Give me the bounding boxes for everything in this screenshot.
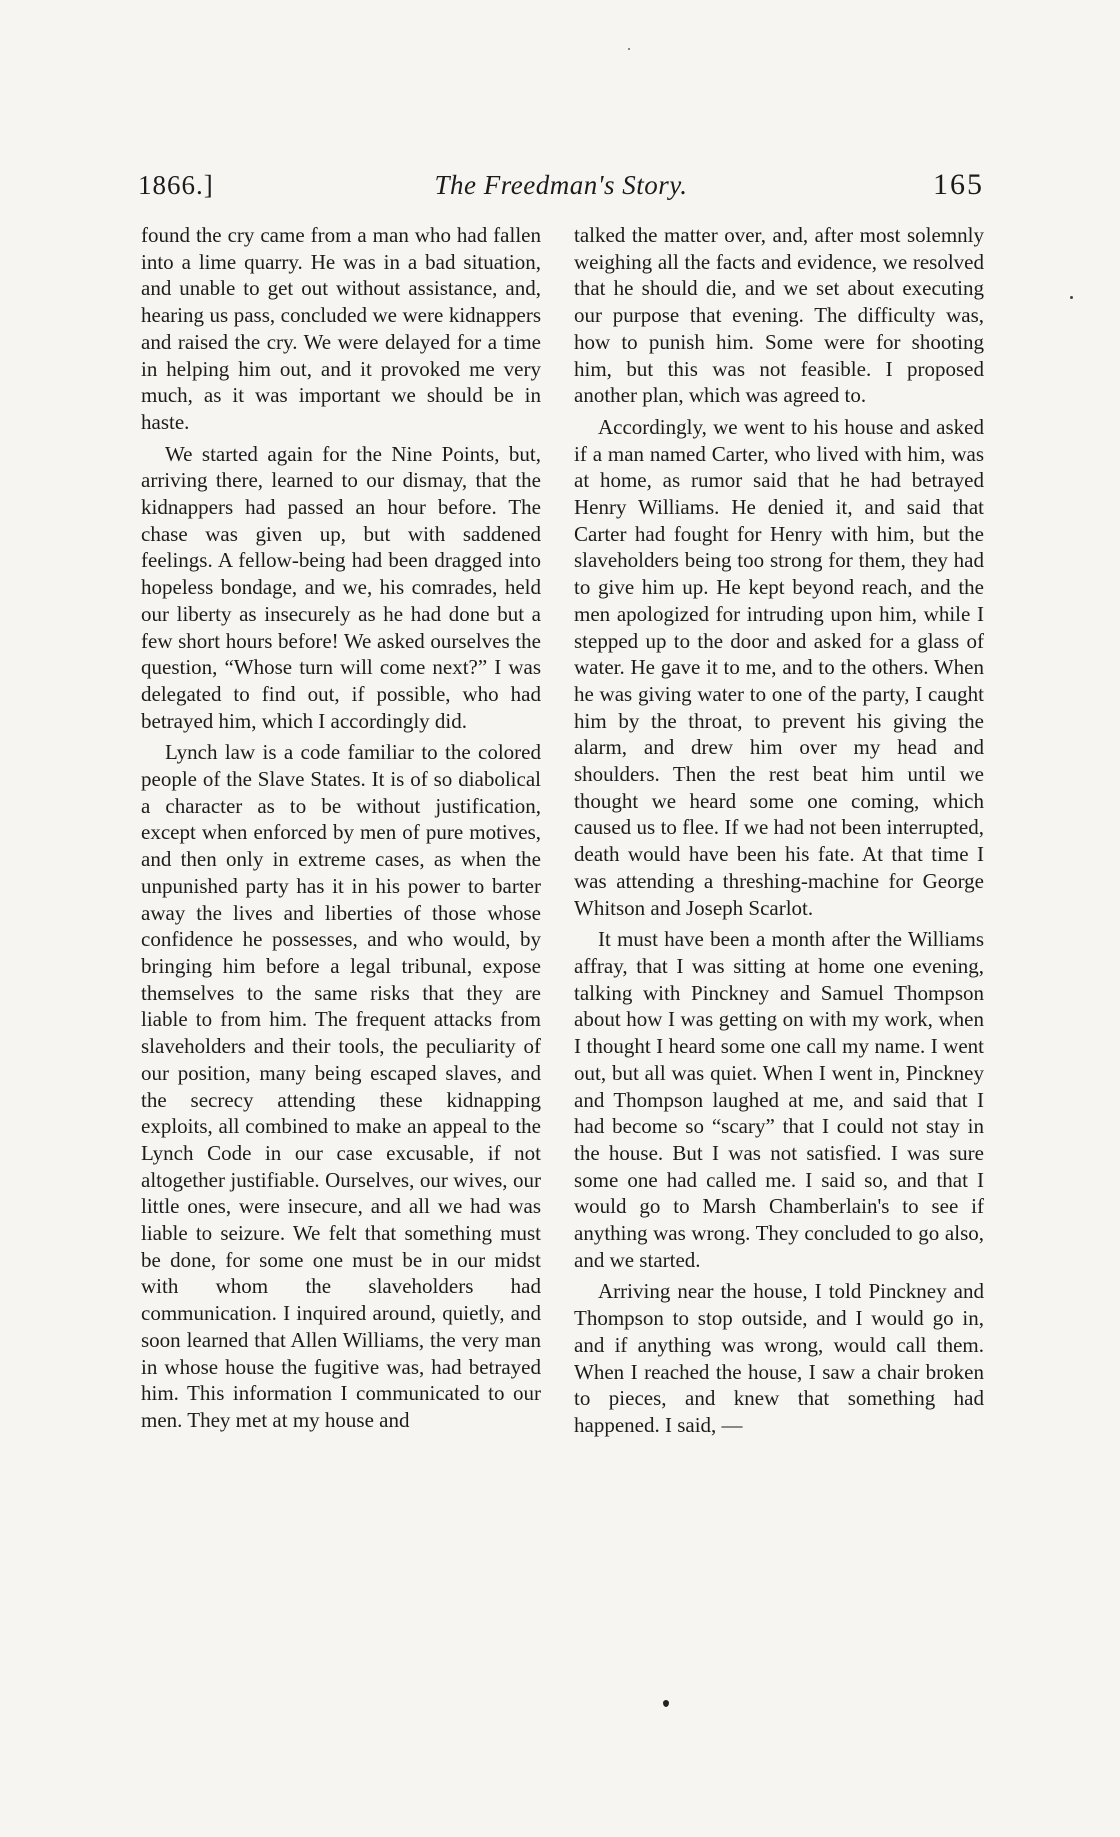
running-header <box>138 160 984 208</box>
header-title: The Freedman's Story. <box>434 170 688 200</box>
paragraph: Lynch law is a code familiar to the colored people of the Slave States. It is of so diabolical a character as to be without justification, except when enforced by men of pure motives, and then only in extreme cases, as when the unpunished party has it in his power to barter away the lives and liberties of those whose confidence he possesses, and who would, by bringing him before a legal tribunal, expose themselves to the same risks that they are liable to from him. The frequent attacks from slaveholders and their tools, the peculiarity of our position, many being escaped slaves, and the secrecy attending these kidnapping exploits, all combined to make an appeal to the Lynch Code in our case excusable, if not altogether justifiable. Ourselves, our wives, our little ones, were insecure, and all we had was liable to seizure. We felt that something must be done, for some one must be in our midst with whom the slaveholders had communication. I inquired around, quietly, and soon learned that Allen Williams, the very man in whose house the fugitive was, had betrayed him. This information I communicated to our men. They met at my house and <box>141 740 541 1432</box>
paragraph: found the cry came from a man who had fallen into a lime quarry. He was in a bad situation, and unable to get out without assistance, and, hearing us pass, concluded we were kidnappers and raised the cry. We were delayed for a time in helping him out, and it provoked me very much, as it was important we should be in haste. <box>141 223 541 434</box>
ink-mark <box>663 1700 669 1707</box>
paragraph: We started again for the Nine Points, but, arriving there, learned to our dismay, that the kidnappers had passed an hour before. The chase was given up, but with saddened feelings. A fellow-being had been dragged into hopeless bondage, and we, his comrades, held our liberty as insecurely as he had done but a few short hours before! We asked ourselves the question, “Whose turn will come next?” I was delegated to find out, if possible, who had betrayed him, which I accordingly did. <box>141 441 541 733</box>
print-speck <box>628 48 630 50</box>
paragraph: talked the matter over, and, after most solemnly weighing all the facts and evidence, we resolved that he should die, and we set about executing our purpose that evening. The difficulty was, how to punish him. Some were for shooting him, but this was not feasible. I proposed another plan, which was agreed to. <box>574 223 984 408</box>
right-column <box>574 222 984 1439</box>
page-number: 165 <box>933 168 984 201</box>
print-speck <box>1070 296 1073 299</box>
header-year: 1866.] <box>138 170 214 200</box>
left-column <box>141 222 541 1434</box>
paragraph: It must have been a month after the Williams affray, that I was sitting at home one evening, talking with Pinckney and Samuel Thompson about how I was getting on with my work, when I thought I heard some one call my name. I went out, but all was quiet. When I went in, Pinckney and Thompson laughed at me, and said that I had become so “scary” that I could not stay in the house. But I was not satisfied. I was sure some one had called me. I said so, and that I would go to Marsh Chamberlain's to see if anything was wrong. They concluded to go also, and we started. <box>574 927 984 1272</box>
paragraph: Accordingly, we went to his house and asked if a man named Carter, who lived with him, was at home, as rumor said that he had betrayed Henry Williams. He denied it, and said that Carter had fought for Henry with him, but the slaveholders being too strong for them, they had to give him up. He kept beyond reach, and the men apologized for intruding upon him, while I stepped up to the door and asked for a glass of water. He gave it to me, and to the others. When he was giving water to one of the party, I caught him by the throat, to prevent his giving the alarm, and drew him over my head and shoulders. Then the rest beat him until we thought we heard some one coming, which caused us to flee. If we had not been interrupted, death would have been his fate. At that time I was attending a threshing-machine for George Whitson and Joseph Scarlot. <box>574 414 984 920</box>
paragraph: Arriving near the house, I told Pinckney and Thompson to stop outside, and I would go in, and if anything was wrong, would call them. When I reached the house, I saw a chair broken to pieces, and knew that something had happened. I said, — <box>574 1279 984 1437</box>
